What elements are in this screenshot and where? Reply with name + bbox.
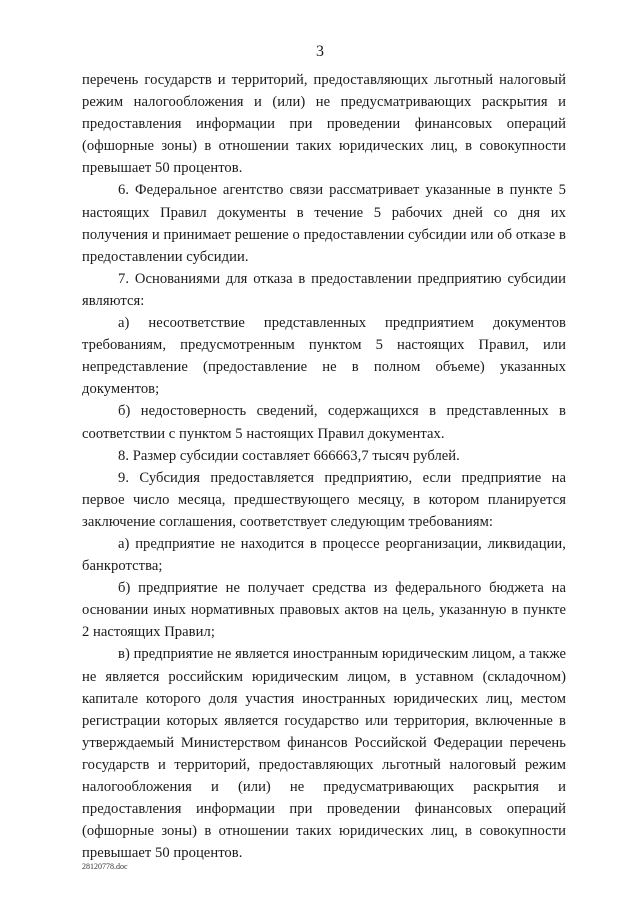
page-number: 3 [316, 43, 324, 60]
paragraph-continuation: перечень государств и территорий, предоставляющих льготный налоговый режим налогообложения и (или) не предусматривающих раскрытия и предоставления информации при проведении финансовых операций (офшорные зоны) в отношении таких юридических лиц, в совокупности превышает 50 процентов. [82, 72, 566, 177]
paragraph-item-9: 9. Субсидия предоставляется предприятию, если предприятие на первое число месяца, предшествующего месяцу, в котором планируется заключение соглашения, соответствует следующим требованиям: [82, 469, 566, 530]
paragraph-item-7a: а) несоответствие представленных предприятием документов требованиям, предусмотренным пунктом 5 настоящих Правил, или непредставление (предоставление не в полном объеме) указанных документов; [82, 315, 566, 398]
file-name-footer: 28120778.doc [82, 862, 128, 871]
paragraph-item-6: 6. Федеральное агентство связи рассматривает указанные в пункте 5 настоящих Правил документы в течение 5 рабочих дней со дня их получения и принимает решение о предоставлении субсидии или об отказе в предоставлении субсидии. [82, 182, 566, 265]
paragraph-item-9b: б) предприятие не получает средства из федерального бюджета на основании иных нормативных правовых актов на цель, указанную в пункте 2 настоящих Правил; [82, 580, 566, 641]
paragraph-item-8: 8. Размер субсидии составляет 666663,7 тысяч рублей. [118, 447, 460, 464]
paragraph-item-9a: а) предприятие не находится в процессе реорганизации, ликвидации, банкротства; [82, 535, 566, 575]
document-body [82, 69, 566, 864]
paragraph-item-7: 7. Основаниями для отказа в предоставлении предприятию субсидии являются: [82, 270, 566, 309]
paragraph-item-9v: в) предприятие не является иностранным юридическим лицом, а также не является российским юридическим лицом, в уставном (складочном) капитале которого доля участия иностранных юридических лиц, местом регистрации которых является государство или территория, включенные в утверждаемый Министерством финансов Российской Федерации перечень государств и территорий, предоставляющих льготный налоговый режим налогообложения и (или) не предусматривающих раскрытия и предоставления информации при проведении финансовых операций (офшорные зоны) в отношении таких юридических лиц, в совокупности превышает 50 процентов. [82, 646, 566, 862]
paragraph-item-7b: б) недостоверность сведений, содержащихся в представленных в соответствии с пунктом 5 настоящих Правил документах. [82, 403, 566, 442]
